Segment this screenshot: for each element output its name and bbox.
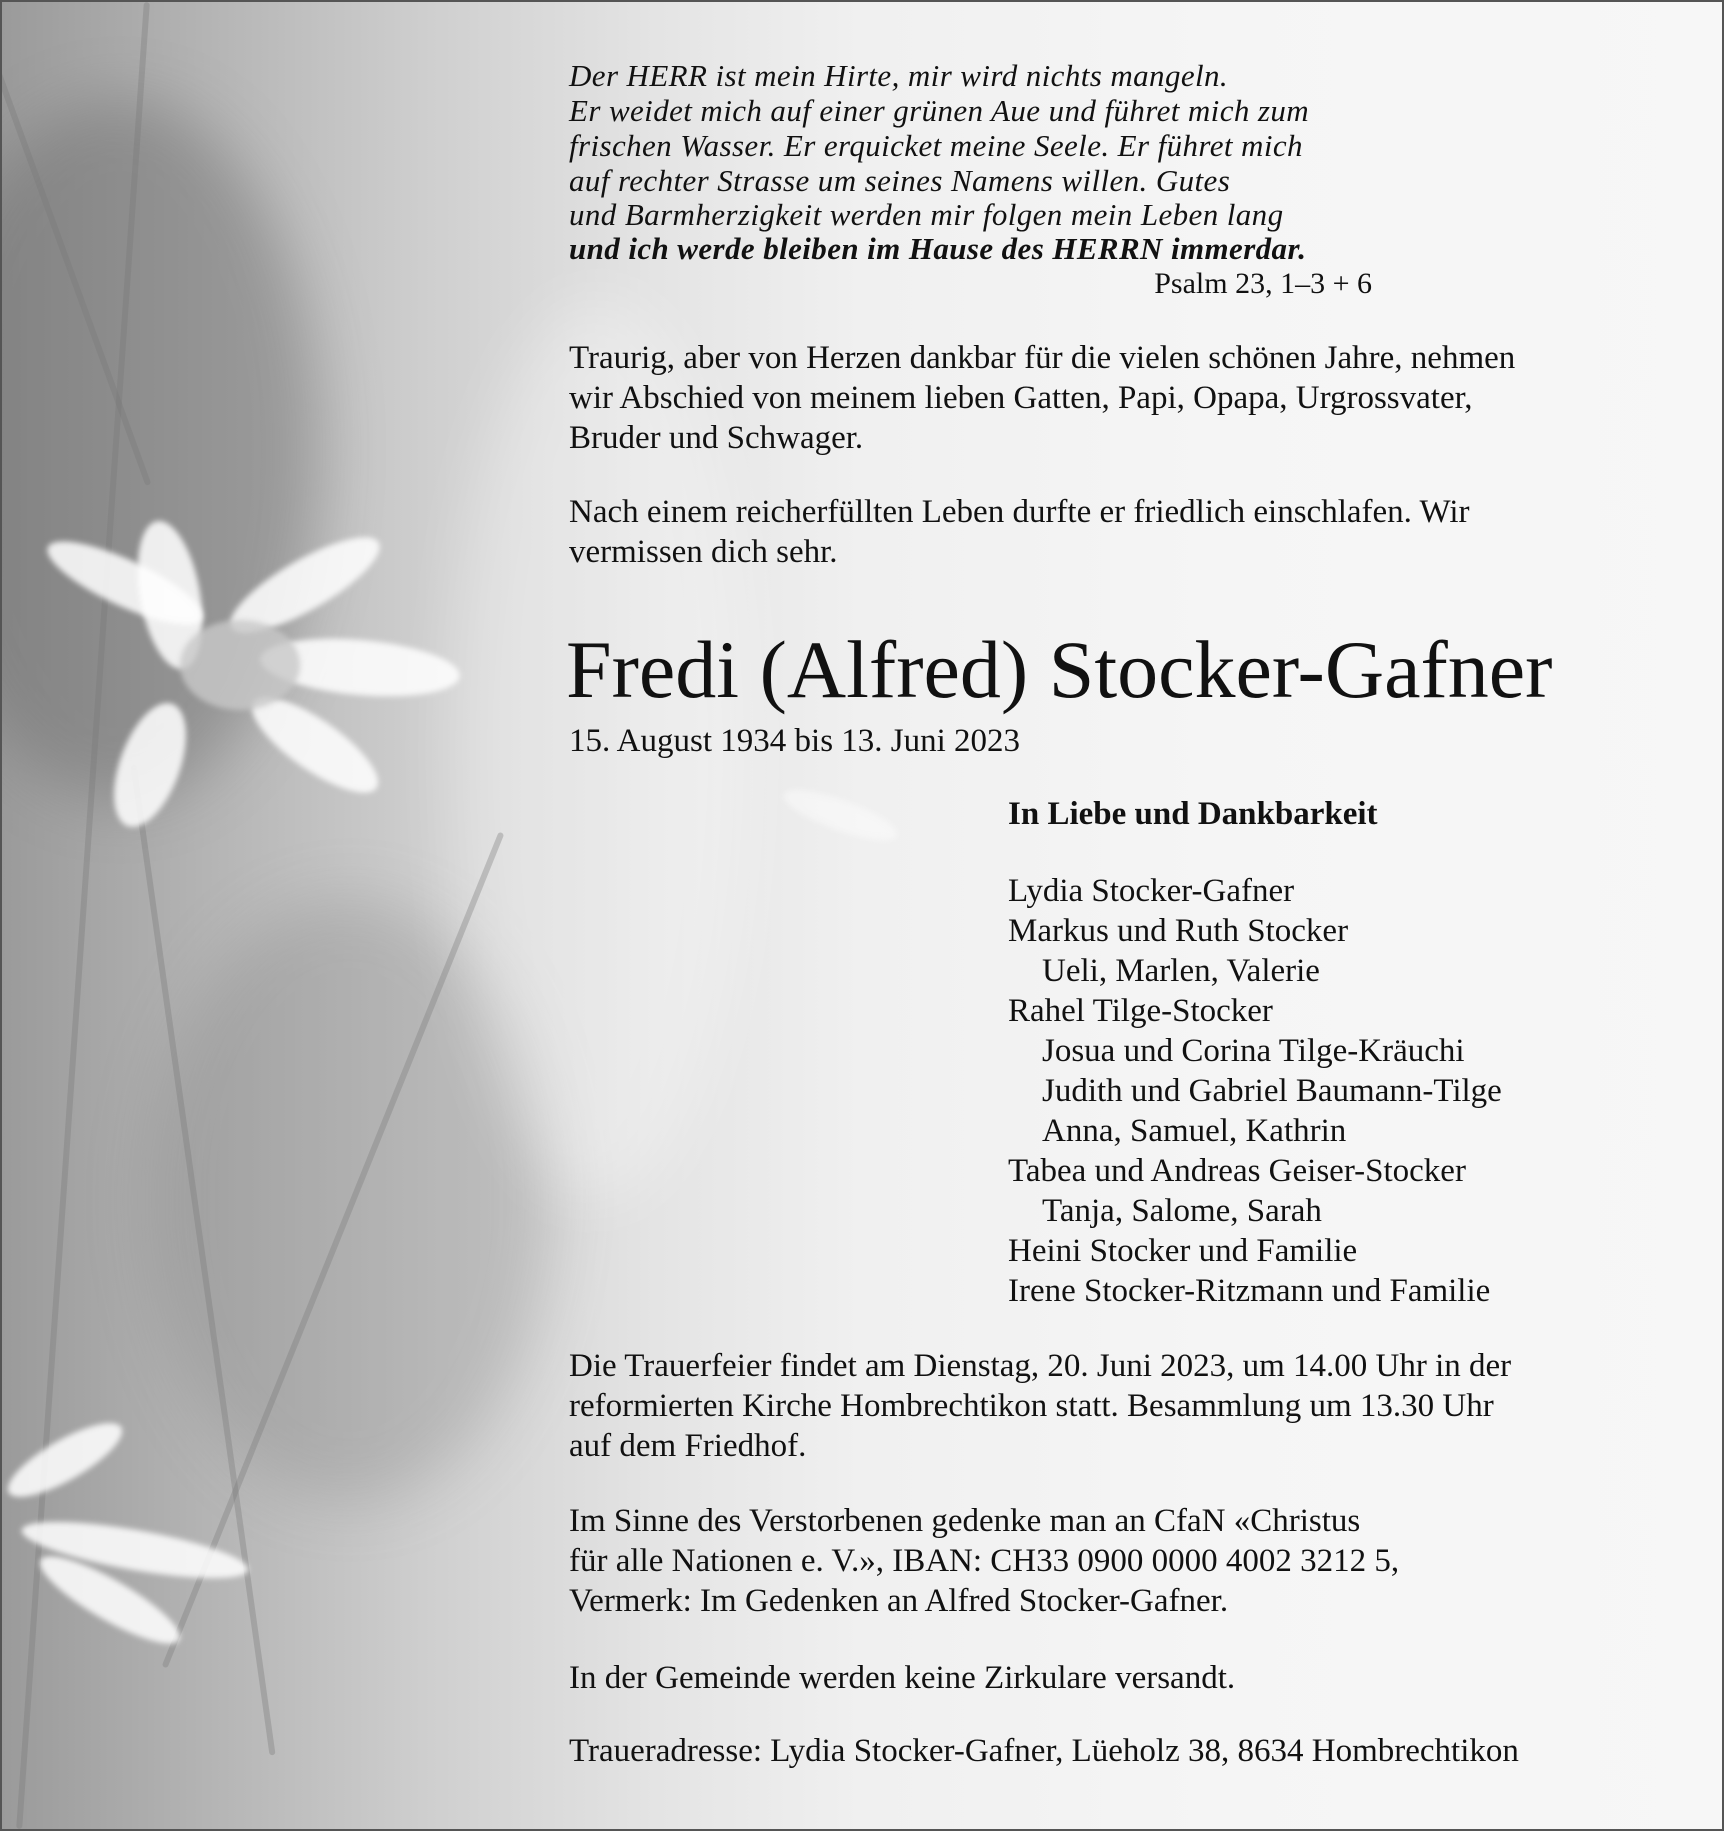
- psalm-line: auf rechter Strasse um seines Namens willen. Gutes: [569, 163, 1231, 198]
- psalm-line: und Barmherzigkeit werden mir folgen mein Leben lang: [569, 197, 1284, 232]
- mourner-entry: Tanja, Salome, Sarah: [1042, 1193, 1322, 1229]
- intro-line: Nach einem reicherfüllten Leben durfte er friedlich einschlafen. Wir: [569, 494, 1470, 530]
- mourner-entry: Markus und Ruth Stocker: [1008, 913, 1349, 949]
- mourner-entry: Tabea und Andreas Geiser-Stocker: [1008, 1153, 1466, 1189]
- funeral-line: reformierten Kirche Hombrechtikon statt. Besammlung um 13.30 Uhr: [569, 1388, 1494, 1424]
- psalm-line: frischen Wasser. Er erquicket meine Seele. Er führet mich: [569, 128, 1303, 163]
- mourner-entry: Irene Stocker-Ritzmann und Familie: [1008, 1273, 1491, 1309]
- mourner-entry: Lydia Stocker-Gafner: [1008, 873, 1295, 909]
- donation-line: für alle Nationen e. V.», IBAN: CH33 0900 0000 4002 3212 5,: [569, 1543, 1400, 1579]
- life-dates: 15. August 1934 bis 13. Juni 2023: [569, 723, 1021, 759]
- mourner-entry: Josua und Corina Tilge-Kräuchi: [1042, 1033, 1465, 1069]
- funeral-line: Die Trauerfeier findet am Dienstag, 20. Juni 2023, um 14.00 Uhr in der: [569, 1348, 1512, 1384]
- donation-line: Vermerk: Im Gedenken an Alfred Stocker-Gafner.: [569, 1583, 1229, 1619]
- intro-line: wir Abschied von meinem lieben Gatten, Papi, Opapa, Urgrossvater,: [569, 380, 1473, 416]
- psalm-line: Er weidet mich auf einer grünen Aue und führet mich zum: [569, 93, 1310, 128]
- intro-line: Traurig, aber von Herzen dankbar für die vielen schönen Jahre, nehmen: [569, 340, 1516, 376]
- donation-line: Im Sinne des Verstorbenen gedenke man an CfaN «Christus: [569, 1503, 1361, 1539]
- funeral-line: auf dem Friedhof.: [569, 1428, 807, 1464]
- psalm-reference: Psalm 23, 1–3 + 6: [1154, 267, 1372, 300]
- mourning-address: Traueradresse: Lydia Stocker-Gafner, Lüeholz 38, 8634 Hombrechtikon: [569, 1733, 1519, 1769]
- mourner-entry: Rahel Tilge-Stocker: [1008, 993, 1273, 1029]
- psalm-bold-line: und ich werde bleiben im Hause des HERRN immerdar.: [569, 231, 1307, 266]
- mourner-entry: Anna, Samuel, Kathrin: [1042, 1113, 1347, 1149]
- intro-line: Bruder und Schwager.: [569, 420, 864, 456]
- circular-notice: In der Gemeinde werden keine Zirkulare versandt.: [569, 1660, 1236, 1696]
- psalm-line: Der HERR ist mein Hirte, mir wird nichts mangeln.: [569, 58, 1229, 93]
- mourner-entry: Judith und Gabriel Baumann-Tilge: [1042, 1073, 1502, 1109]
- intro-line: vermissen dich sehr.: [569, 534, 838, 570]
- deceased-name: Fredi (Alfred) Stocker-Gafner: [566, 624, 1553, 715]
- mourner-entry: Heini Stocker und Familie: [1008, 1233, 1358, 1269]
- mourner-entry: Ueli, Marlen, Valerie: [1042, 953, 1320, 989]
- mourners-heading: In Liebe und Dankbarkeit: [1008, 796, 1378, 832]
